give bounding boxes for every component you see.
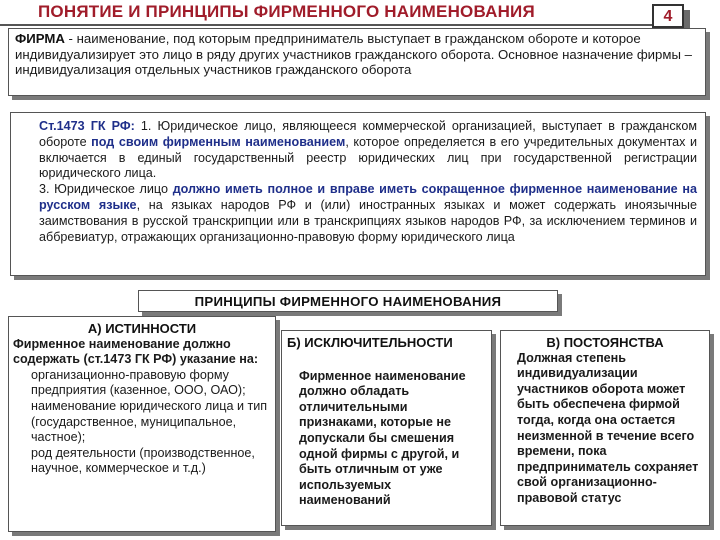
title-underline (0, 24, 660, 26)
law-article-box (10, 112, 706, 276)
principle-exclusivity (281, 330, 492, 526)
law-p3-start: 3. Юридическое лицо (39, 182, 173, 197)
law-p1-end: , которое определяется в его учредительных документах и включается в единый государственный реестр юридических лиц при государственной регистрации юридического лица. (39, 134, 697, 181)
principle-b-title: Б) ИСКЛЮЧИТЕЛЬНОСТИ (287, 335, 453, 350)
principle-a-intro: Фирменное наименование должно содержать (ст.1473 ГК РФ) указание на: (13, 336, 259, 367)
principle-c-title: В) ПОСТОЯНСТВА (546, 335, 664, 350)
law-p1-start: 1. Юридическое лицо, являющееся коммерческой организацией, выступает в гражданском обороте (39, 119, 697, 149)
law-reference: Ст.1473 ГК РФ: (39, 119, 135, 133)
principles-header: ПРИНЦИПЫ ФИРМЕННОГО НАИМЕНОВАНИЯ (138, 290, 558, 312)
principle-b-spacer (287, 351, 486, 369)
definition-term: ФИРМА (15, 31, 65, 46)
principle-a-item-1: организационно-правовую форму предприятия (казенное, ООО, ОАО); (31, 367, 246, 398)
principle-a-item-3: род деятельности (производственное, научное, коммерческое и т.д.) (31, 445, 255, 476)
law-p1-highlight: под своим фирменным наименованием (91, 134, 346, 149)
principle-a-title: А) ИСТИННОСТИ (87, 321, 197, 336)
principle-permanence (500, 330, 710, 526)
law-p3-highlight: должно иметь полное и вправе иметь сокращенное фирменное наименование на русском языке (39, 182, 697, 212)
law-paragraph-1 (21, 119, 697, 182)
page-number: 4 (652, 4, 684, 28)
principle-a-item-2: наименование юридического лица и тип (государственное, муниципальное, частное); (31, 398, 268, 445)
principle-truthfulness (8, 316, 276, 532)
principle-b-text: Фирменное наименование должно обладать отличительными признаками, которые не допускали бы смешения одной фирмы с другой, и быть отличным от уже используемых наименований (299, 368, 466, 508)
page-title: ПОНЯТИЕ И ПРИНЦИПЫ ФИРМЕННОГО НАИМЕНОВАНИЯ (38, 2, 535, 21)
definition-box (8, 28, 706, 96)
law-paragraph-3 (21, 182, 697, 245)
definition-text: - наименование, под которым предприниматель выступает в гражданском обороте и которое индивидуализирует это лицо в ряду других участников гражданского оборота. Основное назначение фирмы – индивидуализация отдельных участников гражданского оборота (15, 31, 692, 77)
principle-c-text: Должная степень индивидуализации участников оборота может быть обеспечена фирмой тогда, когда она остается неизменной в течение всего времени, пока предприниматель сохраняет свой организационно-правовой статус (517, 350, 699, 505)
law-p3-end: , на языках народов РФ и (или) иностранных языках и может содержать иноязычные заимствования в русской транскрипции или в транскрипциях языков народов РФ, за исключением терминов и аббревиатур, отражающих организационно-правовую форму юридического лица (39, 197, 697, 244)
